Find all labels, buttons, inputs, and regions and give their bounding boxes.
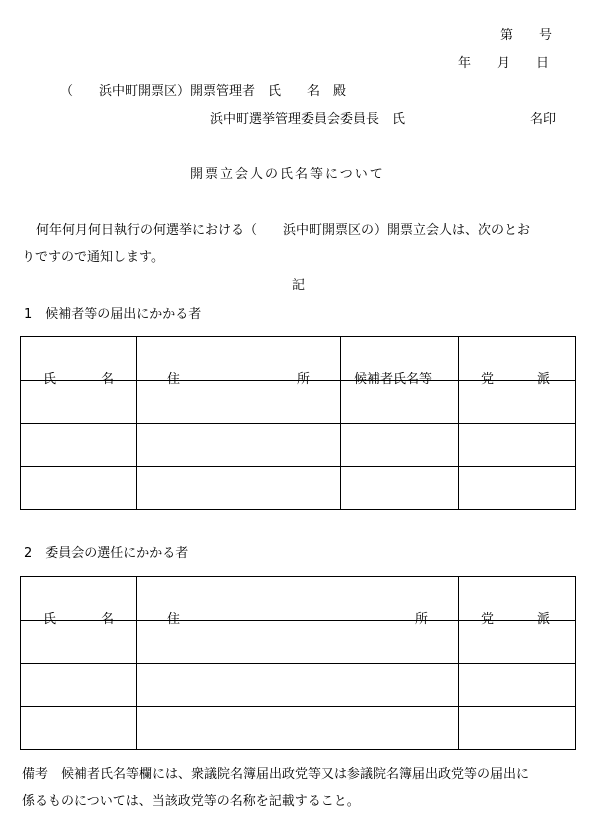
date-line: 年 月 日 (458, 56, 550, 71)
party-cell[interactable] (459, 664, 576, 707)
name-cell[interactable] (21, 707, 137, 750)
candidate-cell[interactable] (341, 424, 459, 467)
section1-heading: 1 候補者等の届出にかかる者 (24, 307, 202, 322)
section2-table (20, 576, 576, 750)
party-cell[interactable] (459, 621, 576, 664)
sender-line: 浜中町選挙管理委員会委員長 氏 (210, 112, 406, 127)
section2-header-party: 党 派 (459, 577, 576, 621)
body-text-line-2: りですので通知します。 (22, 250, 164, 265)
section2-header-row (21, 577, 576, 621)
section1-header-party: 党 派 (459, 337, 576, 381)
address-cell[interactable] (137, 621, 459, 664)
section2-heading: 2 委員会の選任にかかる者 (24, 546, 189, 561)
address-cell[interactable] (137, 467, 341, 510)
section1-header-candidate: 候補者氏名等 (341, 337, 459, 381)
addressee-line: （ 浜中町開票区）開票管理者 氏 名 殿 (60, 84, 347, 99)
section2-header-address: 住 所 (137, 577, 459, 621)
section1-header-name: 氏 名 (21, 337, 137, 381)
party-cell[interactable] (459, 381, 576, 424)
name-cell[interactable] (21, 381, 137, 424)
party-cell[interactable] (459, 424, 576, 467)
address-cell[interactable] (137, 707, 459, 750)
note-line-2: 係るものについては、当該政党等の名称を記載すること。 (22, 794, 360, 809)
table-row (21, 424, 576, 467)
name-cell[interactable] (21, 621, 137, 664)
section1-header-row (21, 337, 576, 381)
party-cell[interactable] (459, 467, 576, 510)
table-row (21, 707, 576, 750)
document-number-line: 第 号 (500, 28, 553, 43)
document-title: 開票立会人の氏名等について (190, 167, 385, 182)
section2-header-name: 氏 名 (21, 577, 137, 621)
note-line-1: 備考 候補者氏名等欄には、衆議院名簿届出政党等又は参議院名簿届出政党等の届出に (22, 767, 530, 782)
sender-name-seal: 名印 (530, 112, 557, 127)
address-cell[interactable] (137, 664, 459, 707)
body-text-line-1: 何年何月何日執行の何選挙における（ 浜中町開票区の）開票立会人は、次のとお (36, 223, 531, 238)
name-cell[interactable] (21, 664, 137, 707)
table-row (21, 467, 576, 510)
section1-table (20, 336, 576, 510)
ki-heading: 記 (292, 278, 306, 293)
name-cell[interactable] (21, 467, 137, 510)
table-row (21, 664, 576, 707)
address-cell[interactable] (137, 424, 341, 467)
party-cell[interactable] (459, 707, 576, 750)
section1-header-address: 住 所 (137, 337, 341, 381)
name-cell[interactable] (21, 424, 137, 467)
candidate-cell[interactable] (341, 467, 459, 510)
